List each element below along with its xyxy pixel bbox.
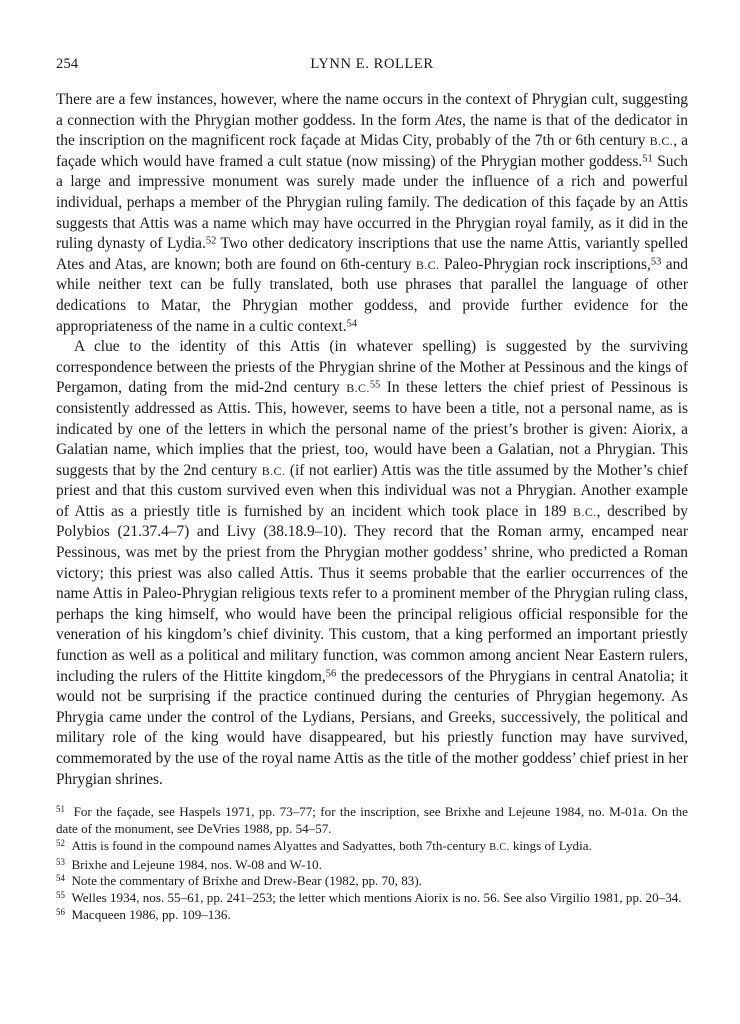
- footnote-ref-54: 54: [346, 317, 358, 329]
- era-abbrev: B.C.: [261, 463, 286, 478]
- footnotes: [56, 804, 688, 924]
- footnote-number: 55: [56, 890, 65, 901]
- footnote-number: 51: [56, 804, 65, 815]
- footnote: $^{53}$ Brixhe and Lejeune 1984, nos. W-08 and W-10.: [56, 856, 322, 872]
- footnote-number: 54: [56, 873, 65, 884]
- footnote-ref-52: 52: [205, 235, 217, 247]
- era-abbrev: B.C.: [415, 257, 440, 272]
- footnote: $^{51}$ For the façade, see Haspels 1971, pp. 73–77; for the inscription, see Brixhe and Lejeune 1984, no. M-01a. On the date of the monument, see DeVries 1988, pp. 54–57.: [56, 804, 688, 836]
- footnote-number: 56: [56, 906, 65, 917]
- footnote-number: 53: [56, 856, 65, 867]
- footnote: $^{54}$ Note the commentary of Brixhe and Drew-Bear (1982, pp. 70, 83).: [56, 873, 422, 889]
- paragraph: A clue to the identity of this Attis (in whatever spelling) is suggested by the surviving correspondence between the priests of the Phrygian shrine of the Mother at Pessinous and the kings of Pergamon, dating from the mid-2nd century B.C.$^{55}$ In these letters the chief priest of Pessinous is consistently addressed as Attis. This, however, seems to have been a title, not a personal name, as is indicated by one of the letters in which the personal name of the priest’s brother is given: Aiorix, a Galatian name, which implies that the priest, too, would have been a Galatian, not a Phrygian. This suggests that by the 2nd century B.C. (if not earlier) Attis was the title assumed by the Mother’s chief priest and that this custom survived even when this individual was not a Phrygian. Another example of Attis as a priestly title is furnished by an incident which took place in 189 B.C., described by Polybios (21.37.4–7) and Livy (38.18.9–10). They record that the Roman army, encamped near Pessinous, was met by the priest from the Phrygian mother goddess’ shrine, who predicted a Roman victory; this priest was also called Attis. Thus it seems probable that the earlier occurrences of the name Attis in Paleo-Phrygian religious texts refer to a prominent member of the Phrygian ruling class, perhaps the king himself, who would have been the principal religious official responsible for the veneration of his kingdom’s chief divinity. This custom, that a king performed an important priestly function as well as a political and military function, was common among ancient Near Eastern rulers, including the rulers of the Hittite kingdom,$^{56}$ the predecessors of the Phrygians in central Anatolia; it would not be surprising if the practice continued during the centuries of Phrygian hegemony. As Phrygia came under the control of the Lydians, Persians, and Greeks, successively, the political and military role of the king would have disappeared, but his priestly function may have survived, commemorated by the use of the royal name Attis as the title of the mother goddess’ chief priest in her Phrygian shrines.: [56, 338, 689, 788]
- footnote-ref-55: 55: [369, 379, 381, 391]
- footnote-number: 52: [56, 837, 65, 848]
- era-abbrev: B.C.: [346, 381, 370, 396]
- footnote: $^{52}$ Attis is found in the compound names Alyattes and Sadyattes, both 7th-century B.C. kings of Lydia.: [56, 837, 592, 853]
- era-abbrev: B.C.: [649, 134, 674, 149]
- body-text: [56, 90, 688, 790]
- footnote: $^{56}$ Macqueen 1986, pp. 109–136.: [56, 906, 231, 922]
- footnote: $^{55}$ Welles 1934, nos. 55–61, pp. 241–253; the letter which mentions Aiorix is no. 56. See also Virgilio 1981, pp. 20–34.: [56, 890, 682, 906]
- footnote-ref-51: 51: [642, 153, 653, 165]
- running-title: LYNN E. ROLLER: [310, 56, 434, 72]
- ates-italic: Ates: [435, 111, 462, 129]
- footnote-ref-53: 53: [650, 256, 662, 268]
- paragraph: There are a few instances, however, where the name occurs in the context of Phrygian cult, suggesting a connection with the Phrygian mother goddess. In the form Ates, the name is that of the dedicator in the inscription on the magnificent rock façade at Midas City, probably of the 7th or 6th century B.C., a façade which would have framed a cult statue (now missing) of the Phrygian mother goddess.$^{51}$ Such a large and impressive monument was surely made under the influence of a rich and powerful individual, perhaps a member of the Phrygian ruling family. The dedication of this façade by an Attis suggests that Attis was a name which may have occurred in the Phrygian royal family, as it did in the ruling dynasty of Lydia.$^{52}$ Two other dedicatory inscriptions that use the name Attis, variantly spelled Ates and Atas, are known; both are found on 6th-century B.C. Paleo-Phrygian rock inscriptions,$^{53}$ and while neither text can be fully translated, both use phrases that parallel the language of other dedications to Matar, the Phrygian mother goddess, and provide further evidence for the appropriateness of the name in a cultic context.$^{54}$: [56, 91, 689, 335]
- running-head: [56, 56, 688, 78]
- era-abbrev: B.C.: [573, 504, 597, 519]
- footnote-ref-56: 56: [325, 667, 337, 679]
- era-abbrev: B.C.: [489, 841, 510, 853]
- page-number: 254: [56, 56, 79, 72]
- page: [56, 56, 688, 924]
